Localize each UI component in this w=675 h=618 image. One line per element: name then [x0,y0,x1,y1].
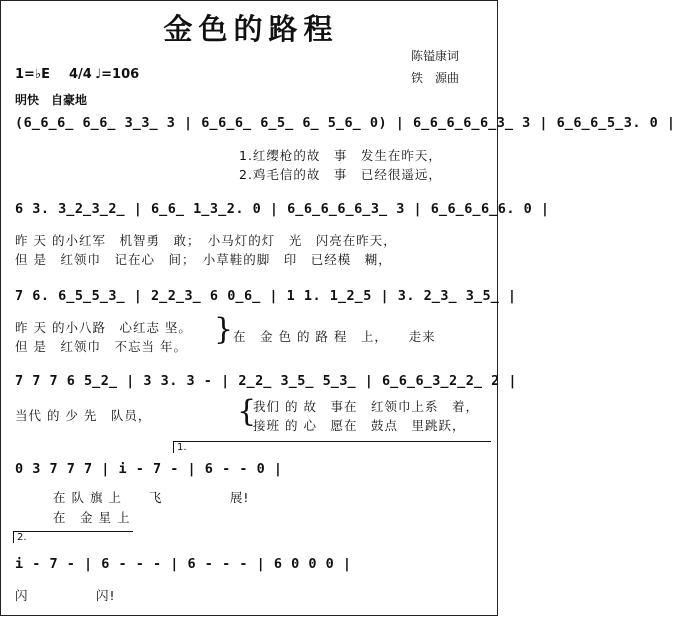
lyrics-row-3-merged: 在 金 色 的 路 程 上， 走来 [233,329,436,344]
lyrics-row-4-verse-1: 我们 的 故 事在 红领巾上系 着， [253,399,479,414]
volta-2-hook [13,531,14,543]
verse-brace: } [214,312,234,347]
lyrics-row-6: 闪 闪! [15,588,116,603]
lyrics-row-4-main: 当代 的 少 先 队员， [15,408,152,423]
composer-credit: 铁 源曲 [411,71,460,85]
lyricist-credit: 陈镒康词 [411,49,460,63]
tempo-marking: ♩=106 [95,67,140,82]
volta-2-label: 2. [17,532,27,543]
volta-1-hook [173,441,174,453]
lyrics-row-2-verse-2: 但 是 红领巾 记在心 间； 小草鞋的脚 印 已经模 糊， [15,252,392,267]
song-title: 金色的路程 [163,12,339,46]
lyrics-row-1-verse-2: 2.鸡毛信的故 事 已经很遥远， [239,167,442,182]
notation-row-6: i - 7 - | 6 - - - | 6 - - - | 6 0 0 0 | [15,556,352,572]
lyrics-row-3-verse-1: 昨 天 的小八路 心红志 坚。 [15,320,192,335]
volta-1-label: 1. [177,442,187,453]
verse-brace-open: { [237,394,257,429]
notation-row-1: (6̲6̲6̲ 6̲6̲ 3̲3̲ 3 | 6̲6̲6̲ 6̲5̲ 6̲ 5̲6̲ 0) | 6̲6̲6̲6̲6̲3̲ 3 | 6̲6̲6̲5̲3. 0 | [15,115,675,131]
lyrics-row-4-verse-2: 接班 的 心 愿在 鼓点 里跳跃， [253,418,466,433]
lyrics-row-2-verse-1: 昨 天 的小红军 机智勇 敢； 小马灯的灯 光 闪亮在昨天， [15,233,397,248]
volta-2-line [13,531,133,532]
notation-row-5: 0 3 7 7 7 | i - 7 - | 6 - - 0 | [15,461,283,477]
lyrics-row-1-verse-1: 1.红缨枪的故 事 发生在昨天， [239,148,442,163]
notation-row-3: 7 6. 6̲5̲5̲3̲ | 2̲2̲3̲ 6 0̲6̲ | 1 1. 1̲2̲5 | 3. 2̲3̲ 3̲5̲ | [15,288,517,304]
expression-marking: 明快 自豪地 [15,93,88,107]
key-signature: 1=♭E [15,67,50,82]
notation-row-2: 6 3. 3̲2̲3̲2̲ | 6̲6̲ 1̲3̲2. 0 | 6̲6̲6̲6̲6̲3̲ 3 | 6̲6̲6̲6̲6. 0 | [15,201,550,217]
lyrics-row-5-verse-1: 在 队 旗 上 飞 展! [53,490,250,505]
notation-row-4: 7 7 7 6 5̲2̲ | 3 3. 3 - | 2̲2̲ 3̲5̲ 5̲3̲ | 6̲6̲6̲3̲2̲2̲ 2 | [15,373,518,389]
time-signature: 4/4 [69,67,92,82]
lyrics-row-5-verse-2: 在 金 星 上 [53,510,131,525]
lyrics-row-3-verse-2: 但 是 红领巾 不忘当 年。 [15,339,187,354]
volta-1-line [173,441,491,442]
